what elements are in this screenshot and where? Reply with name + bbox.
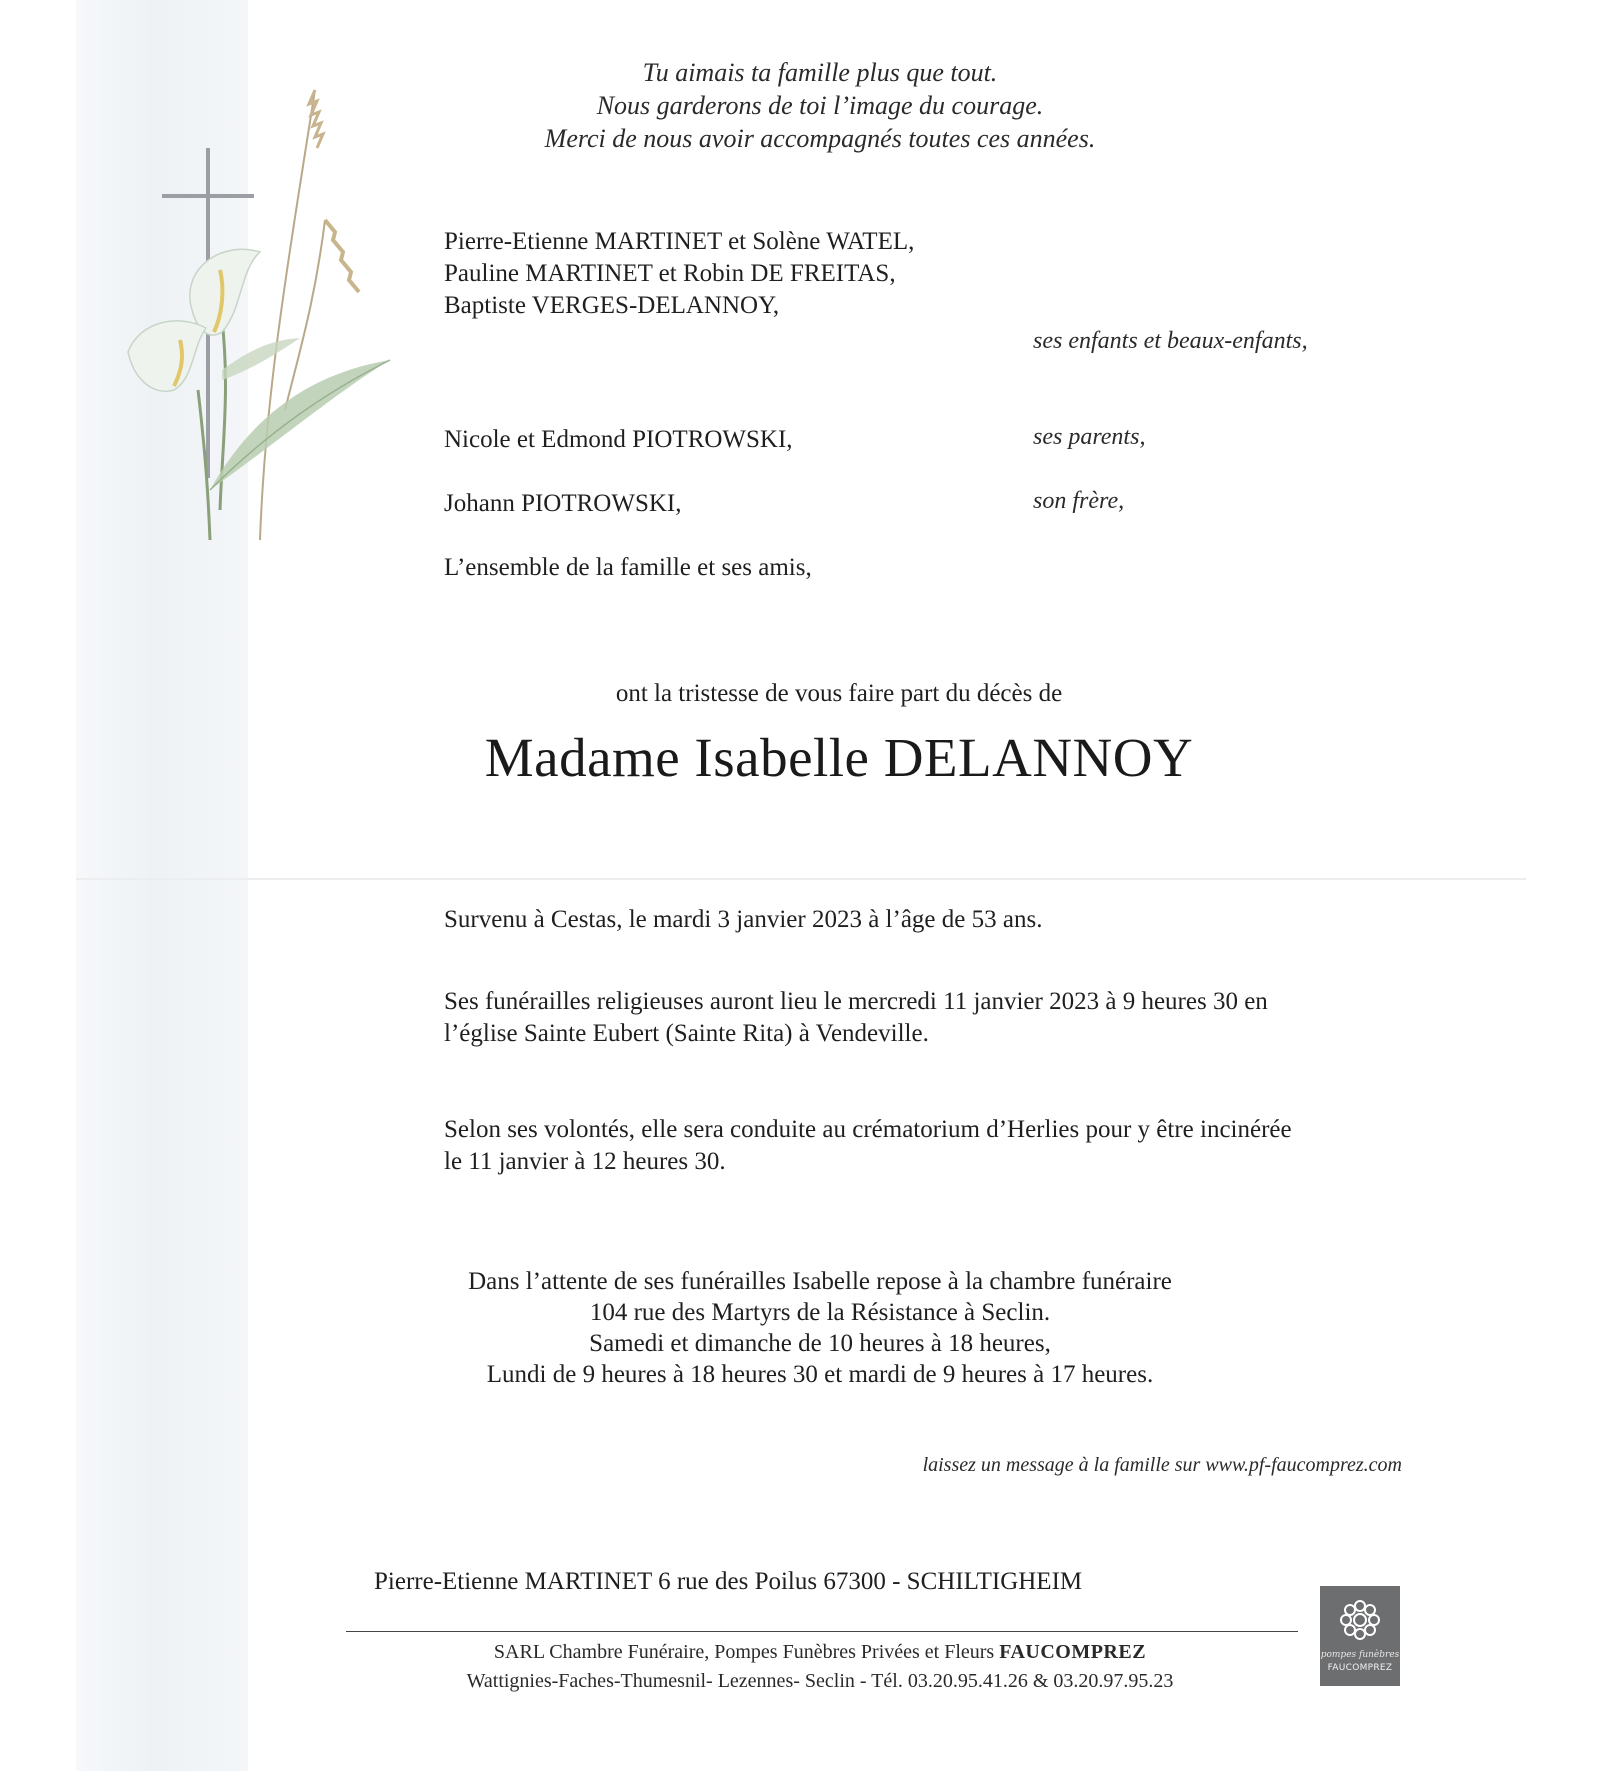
visitation-line: Lundi de 9 heures à 18 heures 30 et mardi de 9 heures à 17 heures. xyxy=(486,1361,1154,1388)
cremation-line: le 11 janvier à 12 heures 30. xyxy=(444,1148,726,1175)
brother-relation: son frère, xyxy=(1033,488,1125,514)
footer-company: SARL Chambre Funéraire, Pompes Funèbres Privées et Fleurs xyxy=(493,1641,1000,1663)
faucomprez-logo xyxy=(1320,1586,1400,1686)
death-info: Survenu à Cestas, le mardi 3 janvier 2023 à l’âge de 53 ans. xyxy=(444,906,1043,933)
visitation-line: Samedi et dimanche de 10 heures à 18 heures, xyxy=(589,1330,1051,1357)
cremation-line: Selon ses volontés, elle sera conduite au crématorium d’Herlies pour y être incinérée xyxy=(444,1116,1292,1143)
cross-and-calla-lily-icon xyxy=(110,70,410,610)
parents-relation: ses parents, xyxy=(1033,424,1146,450)
verse-line: Merci de nous avoir accompagnés toutes ces années. xyxy=(544,124,1096,153)
family-member-name: Pauline MARTINET et Robin DE FREITAS, xyxy=(444,260,896,287)
memorial-verse xyxy=(420,56,1220,155)
announcement-intro: ont la tristesse de vous faire part du décès de xyxy=(615,680,1063,707)
parents-name: Nicole et Edmond PIOTROWSKI, xyxy=(444,426,793,453)
funeral-line: l’église Sainte Eubert (Sainte Rita) à Vendeville. xyxy=(444,1020,929,1047)
verse-line: Tu aimais ta famille plus que tout. xyxy=(642,58,998,87)
verse-line: Nous garderons de toi l’image du courage. xyxy=(596,91,1044,120)
page-fold-line xyxy=(76,878,1526,880)
logo-brand: FAUCOMPREZ xyxy=(1327,1663,1393,1673)
footer-line-2: Wattignies-Faches-Thumesnil- Lezennes- Seclin - Tél. 03.20.95.41.26 & 03.20.97.95.23 xyxy=(466,1670,1174,1692)
deceased-name: Madame Isabelle DELANNOY xyxy=(484,727,1194,788)
message-link[interactable]: laissez un message à la famille sur www.pf-faucomprez.com xyxy=(922,1454,1402,1476)
footer-divider xyxy=(346,1631,1298,1632)
funeral-line: Ses funérailles religieuses auront lieu le mercredi 11 janvier 2023 à 9 heures 30 en xyxy=(444,988,1268,1015)
funeral-home-footer xyxy=(380,1638,1260,1696)
logo-tagline: pompes funèbres xyxy=(1320,1650,1400,1660)
children-names xyxy=(444,226,914,322)
cremation-details xyxy=(444,1114,1292,1178)
family-member-name: Baptiste VERGES-DELANNOY, xyxy=(444,292,780,319)
visitation-details xyxy=(400,1266,1240,1390)
funeral-details xyxy=(444,986,1268,1050)
visitation-line: Dans l’attente de ses funérailles Isabelle repose à la chambre funéraire xyxy=(468,1268,1172,1295)
brother-name: Johann PIOTROWSKI, xyxy=(444,490,682,517)
footer-brand: FAUCOMPREZ xyxy=(999,1641,1147,1663)
children-relation: ses enfants et beaux-enfants, xyxy=(1033,328,1308,354)
family-member-name: Pierre-Etienne MARTINET et Solène WATEL, xyxy=(444,228,915,255)
flower-rosette-icon xyxy=(1338,1598,1382,1642)
footer-line-1 xyxy=(380,1638,1260,1667)
sender-address: Pierre-Etienne MARTINET 6 rue des Poilus 67300 - SCHILTIGHEIM xyxy=(374,1568,1083,1595)
extended-family: L’ensemble de la famille et ses amis, xyxy=(444,554,812,581)
visitation-line: 104 rue des Martyrs de la Résistance à Seclin. xyxy=(589,1299,1051,1326)
